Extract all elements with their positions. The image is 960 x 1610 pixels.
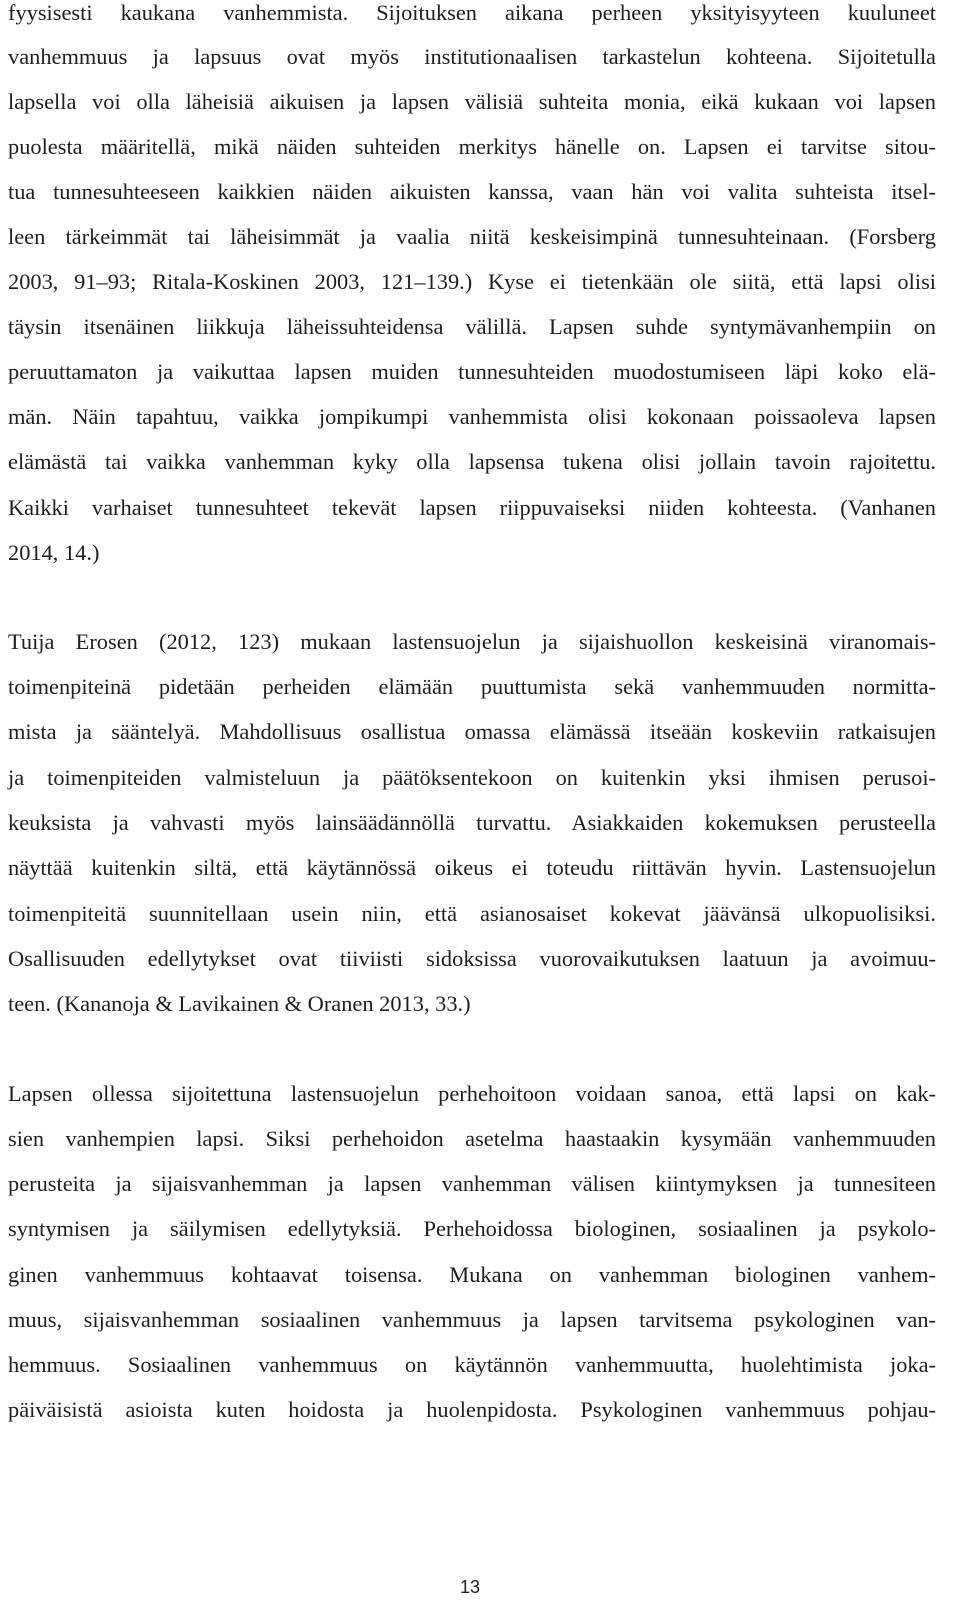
text-line: tua tunnesuhteeseen kaikkien näiden aikuisten kanssa, vaan hän voi valita suhteista itsel- xyxy=(8,179,936,204)
text-line: Kaikki varhaiset tunnesuhteet tekevät lapsen riippuvaiseksi niiden kohteesta. (Vanhanen xyxy=(8,495,936,520)
text-line: vanhemmuus ja lapsuus ovat myös institutionaalisen tarkastelun kohteena. Sijoitetulla xyxy=(8,44,936,69)
text-line: Tuija Erosen (2012, 123) mukaan lastensuojelun ja sijaishuollon keskeisinä viranomais- xyxy=(8,629,936,654)
text-line: muus, sijaisvanhemman sosiaalinen vanhemmuus ja lapsen tarvitsema psykologinen van- xyxy=(8,1307,936,1332)
text-line: leen tärkeimmät tai läheisimmät ja vaalia niitä keskeisimpinä tunnesuhteinaan. (Forsberg xyxy=(8,224,936,249)
text-line: näyttää kuitenkin siltä, että käytännössä oikeus ei toteudu riittävän hyvin. Lastensuojelun xyxy=(8,855,936,880)
text-line: män. Näin tapahtuu, vaikka jompikumpi vanhemmista olisi kokonaan poissaoleva lapsen xyxy=(8,404,936,429)
text-line: peruuttamaton ja vaikuttaa lapsen muiden tunnesuhteiden muodostumiseen läpi koko elä- xyxy=(8,359,936,384)
text-line: 2003, 91–93; Ritala-Koskinen 2003, 121–139.) Kyse ei tietenkään ole siitä, että lapsi olisi xyxy=(8,269,936,294)
text-line: hemmuus. Sosiaalinen vanhemmuus on käytännön vanhemmuutta, huolehtimista joka- xyxy=(8,1352,936,1377)
text-line: ja toimenpiteiden valmisteluun ja päätöksentekoon on kuitenkin yksi ihmisen perusoi- xyxy=(8,765,936,790)
text-line: perusteita ja sijaisvanhemman ja lapsen vanhemman välisen kiintymyksen ja tunnesiteen xyxy=(8,1171,936,1196)
text-line: syntymisen ja säilymisen edellytyksiä. Perhehoidossa biologinen, sosiaalinen ja psykolo- xyxy=(8,1216,936,1241)
text-line: fyysisesti kaukana vanhemmista. Sijoituksen aikana perheen yksityisyyteen kuuluneet xyxy=(8,0,936,25)
text-line: lapsella voi olla läheisiä aikuisen ja lapsen välisiä suhteita monia, eikä kukaan voi lapsen xyxy=(8,89,936,114)
text-line: toimenpiteinä pidetään perheiden elämään puuttumista sekä vanhemmuuden normitta- xyxy=(8,674,936,699)
text-line: mista ja sääntelyä. Mahdollisuus osallistua omassa elämässä itseään koskeviin ratkaisujen xyxy=(8,719,936,744)
text-line: 2014, 14.) xyxy=(8,540,100,565)
text-line: sien vanhempien lapsi. Siksi perhehoidon asetelma haastaakin kysymään vanhemmuuden xyxy=(8,1126,936,1151)
text-line: Lapsen ollessa sijoitettuna lastensuojelun perhehoitoon voidaan sanoa, että lapsi on kak- xyxy=(8,1081,936,1106)
text-line: keuksista ja vahvasti myös lainsäädännöllä turvattu. Asiakkaiden kokemuksen perusteella xyxy=(8,810,936,835)
text-line: päiväisistä asioista kuten hoidosta ja huolenpidosta. Psykologinen vanhemmuus pohjau- xyxy=(8,1397,936,1422)
page-number: 13 xyxy=(459,1577,481,1597)
text-line: puolesta määritellä, mikä näiden suhteiden merkitys hänelle on. Lapsen ei tarvitse sitou- xyxy=(8,134,936,159)
text-line: ginen vanhemmuus kohtaavat toisensa. Mukana on vanhemman biologinen vanhem- xyxy=(8,1262,936,1287)
text-line: toimenpiteitä suunnitellaan usein niin, että asianosaiset kokevat jäävänsä ulkopuolisiksi. xyxy=(8,901,936,926)
text-line: täysin itsenäinen liikkuja läheissuhteidensa välillä. Lapsen suhde syntymävanhempiin on xyxy=(8,314,936,339)
text-line: teen. (Kananoja & Lavikainen & Oranen 2013, 33.) xyxy=(8,991,471,1016)
text-line: elämästä tai vaikka vanhemman kyky olla lapsensa tukena olisi jollain tavoin rajoitettu. xyxy=(8,449,936,474)
text-line: Osallisuuden edellytykset ovat tiiviisti sidoksissa vuorovaikutuksen laatuun ja avoimuu- xyxy=(8,946,936,971)
